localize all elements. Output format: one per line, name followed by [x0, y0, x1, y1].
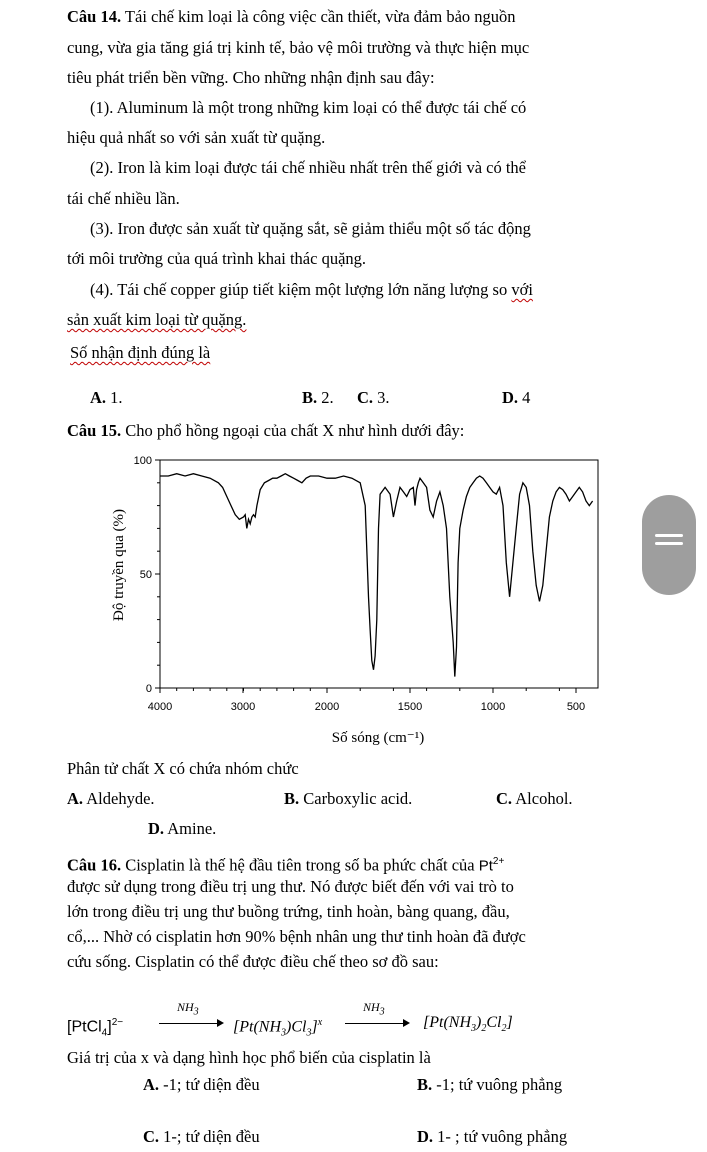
option-letter: A.	[67, 789, 84, 808]
option-text: 1.	[106, 388, 123, 407]
option-letter: C.	[143, 1127, 160, 1146]
species-text: [Pt(NH	[423, 1014, 471, 1031]
q15-option-c[interactable]	[496, 788, 573, 810]
y-axis-label: Độ truyền qua (%)	[111, 508, 127, 622]
arrow-line	[345, 1023, 407, 1024]
subscript: 3	[306, 1027, 312, 1039]
q16-line-3: lớn trong điều trị ung thư buồng trứng, tinh hoàn, bàng quang, đầu,	[67, 902, 510, 921]
arrow-reagent	[363, 1000, 385, 1017]
superscript: 2−	[111, 1017, 124, 1028]
grip-line-icon	[655, 534, 683, 537]
option-letter: A.	[143, 1075, 160, 1094]
pt-ion: Pt	[478, 857, 493, 875]
q16-line-5: cứu sống. Cisplatin có thể được điều chế theo sơ đồ sau:	[67, 952, 439, 971]
superscript: x	[317, 1017, 323, 1028]
species-ptcl4: [PtCl$_4$]$^{2-}$	[67, 1017, 124, 1039]
q16-label: Câu 16.	[67, 855, 122, 875]
q14-option-c[interactable]	[357, 387, 390, 409]
option-letter: D.	[502, 388, 519, 407]
x-tick-label: 1500	[397, 701, 423, 713]
option-text: 1- ; tứ vuông phẳng	[433, 1127, 568, 1146]
q14-statement-4-underlined: với	[511, 280, 533, 299]
option-text: 2.	[317, 388, 334, 407]
q14-statement-2-cont: tái chế nhiều lần.	[67, 189, 180, 208]
option-text: Aldehyde.	[83, 789, 155, 808]
q14-question: Số nhận định đúng là	[70, 343, 211, 362]
species-text: [PtCl	[67, 1018, 102, 1036]
species-text: Cl	[486, 1014, 502, 1031]
q16-option-d[interactable]	[417, 1126, 567, 1148]
scroll-handle[interactable]	[642, 495, 696, 595]
x-tick-label: 4000	[147, 701, 173, 713]
q16-line-1	[67, 851, 504, 878]
q16-option-c[interactable]	[143, 1126, 260, 1148]
subscript: 2	[481, 1023, 487, 1035]
y-tick-label: 0	[145, 683, 152, 695]
q14-line-2: cung, vừa gia tăng giá trị kinh tế, bảo vệ môi trường và thực hiện mục	[67, 38, 530, 57]
y-tick-label: 50	[139, 569, 152, 581]
q14-statement-3: (3). Iron được sản xuất từ quặng sắt, sẽ giảm thiểu một số tác động	[90, 219, 531, 238]
q14-label: Câu 14.	[67, 7, 122, 26]
q15-line-1	[67, 420, 464, 442]
ir-spectrum-chart	[0, 448, 707, 748]
species-monoammine: $[Pt(NH_3)Cl_3]^x$	[233, 1017, 323, 1039]
q14-option-a[interactable]	[90, 387, 123, 409]
q14-line-1	[67, 6, 516, 28]
x-tick-label: 3000	[230, 701, 256, 713]
arrow-head-icon	[403, 1019, 410, 1027]
option-letter: A.	[90, 388, 107, 407]
option-letter: B.	[302, 388, 318, 407]
subscript: 3	[193, 1006, 199, 1018]
option-letter: D.	[417, 1127, 434, 1146]
x-tick-label: 500	[566, 701, 586, 713]
species-text: )Cl	[286, 1018, 307, 1036]
ir-spectrum-line	[160, 474, 593, 677]
species-text: [Pt(NH	[233, 1018, 281, 1036]
q16-text: Cisplatin là thế hệ đầu tiên trong số ba phức chất của	[121, 855, 479, 875]
q15-label: Câu 15.	[67, 421, 122, 440]
reagent-text: NH	[363, 1000, 380, 1014]
arrow-line	[159, 1023, 221, 1024]
species-text: )	[476, 1014, 482, 1031]
option-letter: C.	[496, 789, 513, 808]
y-tick-label: 100	[133, 455, 152, 467]
option-text: Alcohol.	[512, 789, 573, 808]
reaction-arrow-2	[341, 1000, 413, 1040]
q14-statement-1-cont: hiệu quả nhất so với sản xuất từ quặng.	[67, 128, 326, 147]
option-text: -1; tứ vuông phẳng	[432, 1075, 563, 1094]
q16-line-4: cổ,... Nhờ có cisplatin hơn 90% bệnh nhân ung thư tinh hoàn đã được	[67, 927, 526, 946]
option-text: 1-; tứ diện đều	[159, 1127, 260, 1146]
subscript: 2	[501, 1023, 507, 1035]
x-tick-label: 1000	[480, 701, 506, 713]
q16-question: Giá trị của x và dạng hình học phổ biến của cisplatin là	[67, 1048, 431, 1067]
option-text: 3.	[373, 388, 390, 407]
option-letter: B.	[417, 1075, 433, 1094]
q14-statement-2: (2). Iron là kim loại được tái chế nhiều nhất trên thế giới và có thể	[90, 158, 527, 177]
reaction-scheme	[67, 1000, 587, 1050]
option-text: -1; tứ diện đều	[159, 1075, 260, 1094]
arrow-reagent	[177, 1000, 199, 1017]
q14-statement-4-cont: sản xuất kim loại từ quặng.	[67, 310, 247, 329]
q14-statement-3-cont: tới môi trường của quá trình khai thác quặng.	[67, 249, 367, 268]
subscript: 3	[281, 1027, 286, 1039]
reagent-text: NH	[177, 1000, 194, 1014]
arrow-head-icon	[217, 1019, 224, 1027]
pt-charge: 2+	[492, 856, 505, 867]
q15-text: Cho phổ hồng ngoại của chất X như hình dưới đây:	[121, 421, 465, 440]
q14-text: Tái chế kim loại là công việc cần thiết, vừa đảm bảo nguồn	[121, 7, 516, 26]
q14-option-b[interactable]	[302, 387, 334, 409]
q15-question: Phân tử chất X có chứa nhóm chức	[67, 759, 299, 778]
q14-option-d[interactable]	[502, 387, 530, 409]
q16-option-b[interactable]	[417, 1074, 562, 1096]
q15-option-d[interactable]	[148, 818, 216, 840]
q15-option-b[interactable]	[284, 788, 412, 810]
q14-line-3: tiêu phát triển bền vững. Cho những nhận định sau đây:	[67, 68, 435, 87]
option-text: Carboxylic acid.	[299, 789, 413, 808]
subscript: 3	[379, 1006, 385, 1018]
option-letter: D.	[148, 819, 165, 838]
q14-statement-1: (1). Aluminum là một trong những kim loại có thể được tái chế có	[90, 98, 527, 117]
q15-option-a[interactable]	[67, 788, 155, 810]
option-letter: B.	[284, 789, 300, 808]
q14-statement-4	[90, 279, 533, 301]
x-axis-label: Số sóng (cm⁻¹)	[331, 730, 425, 746]
species-cisplatin: $[Pt(NH_3)_2Cl_2]$	[423, 1014, 513, 1035]
subscript: 4	[101, 1027, 108, 1039]
reaction-arrow-1	[155, 1000, 227, 1040]
subscript: 3	[471, 1023, 476, 1035]
chart-ticks	[134, 455, 586, 713]
q16-line-2: được sử dụng trong điều trị ung thư. Nó được biết đến với vai trò to	[67, 877, 514, 896]
option-text: 4	[518, 388, 531, 407]
q16-option-a[interactable]	[143, 1074, 260, 1096]
q14-statement-4-text: (4). Tái chế copper giúp tiết kiệm một lượng lớn năng lượng so	[90, 280, 512, 299]
x-tick-label: 2000	[314, 701, 340, 713]
option-letter: C.	[357, 388, 374, 407]
grip-line-icon	[655, 542, 683, 545]
option-text: Amine.	[164, 819, 217, 838]
